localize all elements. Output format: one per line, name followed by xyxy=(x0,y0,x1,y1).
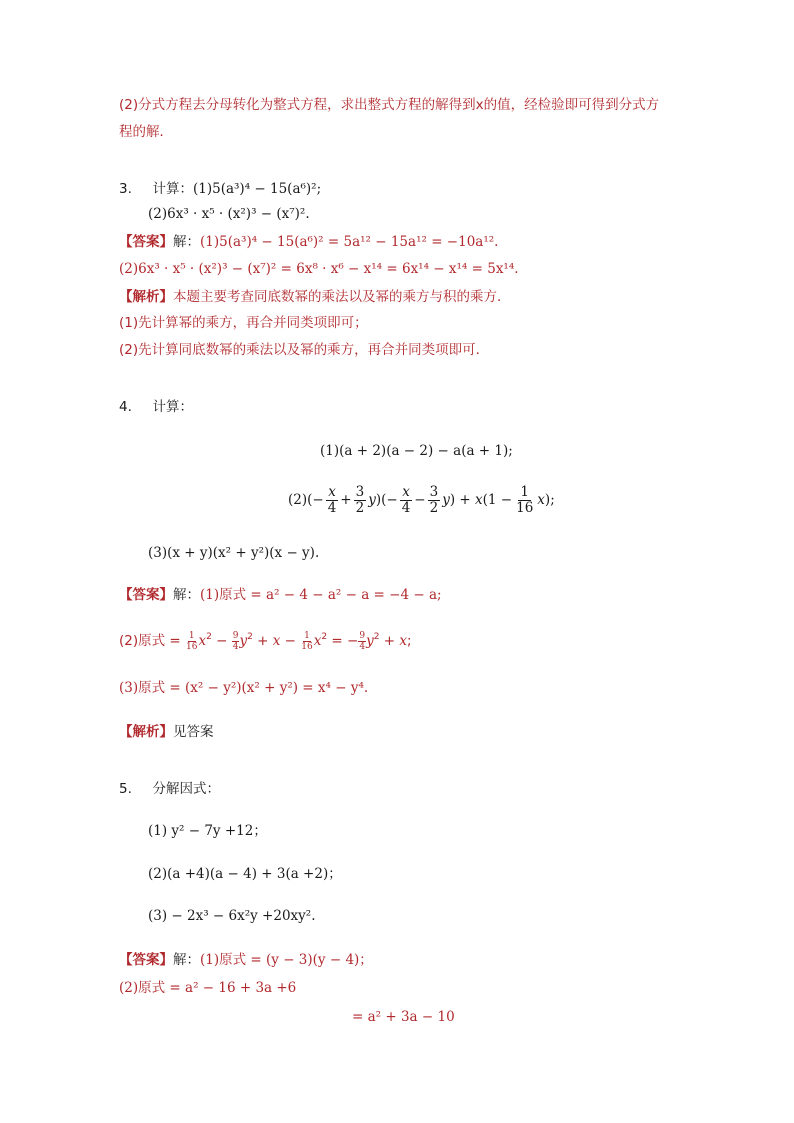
fraction: $\frac{1}{16}$ xyxy=(301,630,313,652)
q3-part2: (2)6x³ · x⁵ · (x²)³ − (x⁷)². xyxy=(148,206,310,222)
q5-part2: (2)(a +4)(a − 4) + 3(a +2)； xyxy=(148,866,342,882)
q4-number: 4. xyxy=(119,399,132,415)
q3-analysis-1: (1)先计算幂的乘方，再合并同类项即可； xyxy=(119,315,368,331)
fraction: $\frac{1}{16}$ xyxy=(516,484,534,516)
q4-analysis-text: 见答案 xyxy=(173,724,214,740)
q4-answer-3: (3)原式 = (x² − y²)(x² + y²) = x⁴ − y⁴. xyxy=(119,680,369,696)
q4-answer-tag: 【答案】 xyxy=(119,587,173,603)
q3-answer-tag: 【答案】 xyxy=(119,234,173,250)
q4-answer-prefix: 解： xyxy=(173,587,200,603)
q4-header xyxy=(119,397,193,417)
fraction: $\frac{x}{4}$ xyxy=(401,484,411,516)
q4-answer-1: (1)原式 = a² − 4 − a² − a = −4 − a; xyxy=(200,587,442,603)
q5-number: 5. xyxy=(119,781,132,797)
q3-analysis-tag: 【解析】 xyxy=(119,289,173,305)
q3-answer-1: (1)5(a³)⁴ − 15(a⁶)² = 5a¹² − 15a¹² = −10a¹². xyxy=(200,234,499,250)
q4-answer-2: (2)原式 = $\frac{1}{16}$ $x^2$ − $\frac{9}{4}$ $y^2 + x$ − $\frac{1}{16}$ $x^2$ = − $\frac{9}{4}$ $y^2 + x$; xyxy=(119,630,412,652)
fraction: $\frac{1}{16}$ xyxy=(186,630,198,652)
q5-answer-prefix: 解： xyxy=(173,952,200,968)
fraction: $\frac{9}{4}$ xyxy=(359,630,366,652)
q3-header xyxy=(119,179,321,199)
q5-part3: (3) − 2x³ − 6x²y +20xy². xyxy=(148,908,316,924)
prev-analysis-line-2: 程的解． xyxy=(119,124,173,140)
q4-part3: (3)(x + y)(x² + y²)(x − y). xyxy=(148,545,320,561)
q5-answer-2a: (2)原式 = a² − 16 + 3a +6 xyxy=(119,980,297,996)
q5-answer-tag: 【答案】 xyxy=(119,952,173,968)
q3-answer-line-1 xyxy=(119,232,498,252)
q3-number: 3. xyxy=(119,181,132,197)
q3-prompt: 计算： xyxy=(152,181,193,197)
q3-answer-2: (2)6x³ · x⁵ · (x²)³ − (x⁷)² = 6x⁸ · x⁶ − x¹⁴ = 6x¹⁴ − x¹⁴ = 5x¹⁴. xyxy=(119,261,519,277)
q5-header xyxy=(119,779,220,799)
fraction: $\frac{9}{4}$ xyxy=(232,630,239,652)
q5-answer-line-1 xyxy=(119,950,373,970)
q4-part2: (2)(− $\frac{x}{4}$ + $\frac{3}{2}$ y)(− $\frac{x}{4}$ − $\frac{3}{2}$ y) + x(1 − $\frac{1}{16}$ x); xyxy=(288,484,555,516)
q4-analysis-line xyxy=(119,722,214,742)
q5-prompt: 分解因式： xyxy=(152,781,220,797)
q3-analysis-text: 本题主要考查同底数幂的乘法以及幂的乘方与积的乘方． xyxy=(173,289,511,305)
fraction: $\frac{x}{4}$ xyxy=(327,484,337,516)
q4-prompt: 计算： xyxy=(152,399,193,415)
q3-part1: (1)5(a³)⁴ − 15(a⁶)²; xyxy=(192,181,322,197)
q3-analysis-line xyxy=(119,287,511,307)
q4-part1: (1)(a + 2)(a − 2) − a(a + 1); xyxy=(320,443,513,459)
prev-analysis-line-1: (2)分式方程去分母转化为整式方程，求出整式方程的解得到x的值，经检验即可得到分式方 xyxy=(119,97,660,113)
q5-answer-1: (1)原式 = (y − 3)(y − 4)； xyxy=(200,952,373,968)
q5-answer-2b: = a² + 3a − 10 xyxy=(352,1009,455,1025)
q3-analysis-2: (2)先计算同底数幂的乘法以及幂的乘方，再合并同类项即可． xyxy=(119,342,490,358)
fraction: $\frac{3}{2}$ xyxy=(429,484,439,516)
fraction: $\frac{3}{2}$ xyxy=(355,484,365,516)
q4-answer-line-1 xyxy=(119,585,442,605)
q5-part1: (1) y² − 7y +12； xyxy=(148,823,267,839)
q3-answer-prefix: 解： xyxy=(173,234,200,250)
q4-analysis-tag: 【解析】 xyxy=(119,724,173,740)
